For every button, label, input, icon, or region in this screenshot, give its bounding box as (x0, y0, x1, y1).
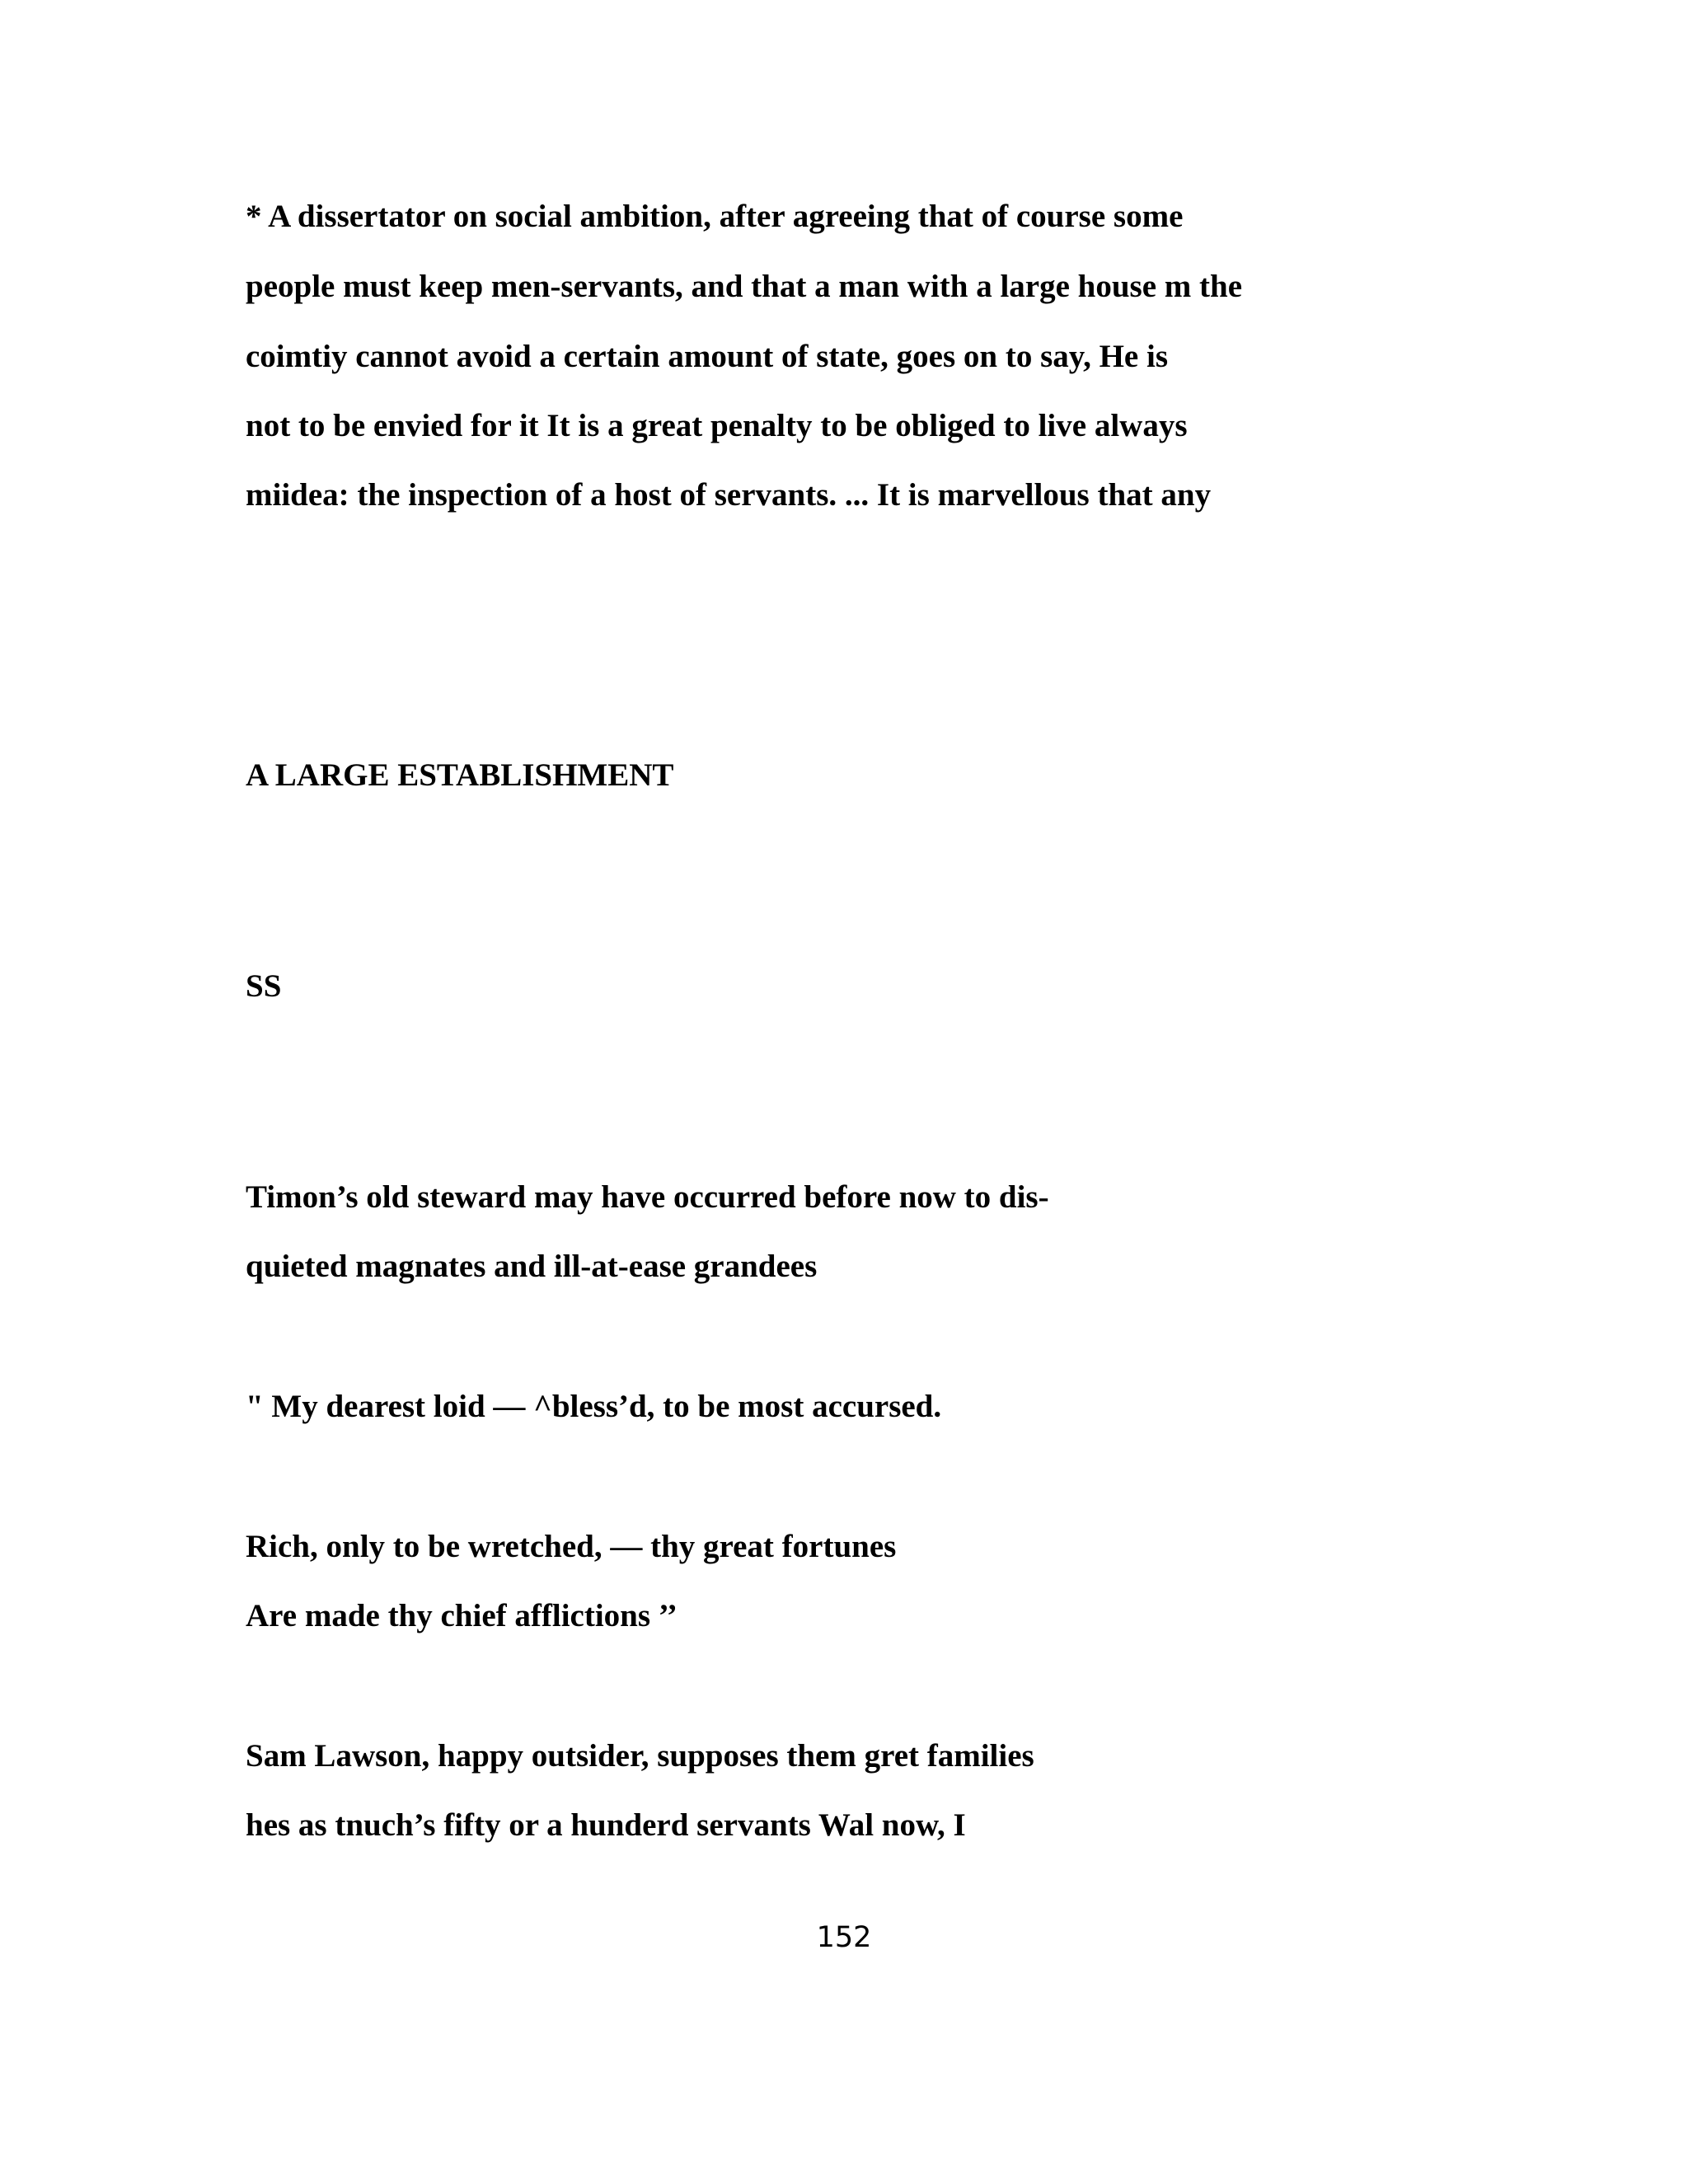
footnote-line: miidea: the inspection of a host of servants. ... It is marvellous that any (246, 477, 1212, 513)
footnote-line: coimtiy cannot avoid a certain amount of state, goes on to say, He is (246, 339, 1169, 374)
page-number: 152 (816, 1921, 872, 1954)
signature-mark: SS (246, 968, 282, 1004)
quote-line: " My dearest loid — ^bless’d, to be most accursed. (246, 1389, 942, 1424)
paragraph-line: quieted magnates and ill-at-ease grandees (246, 1249, 818, 1284)
quote-line: Rich, only to be wretched, — thy great fortunes (246, 1529, 897, 1564)
footnote-line: people must keep men-servants, and that a man with a large house m the (246, 269, 1242, 304)
running-head: A LARGE ESTABLISHMENT (246, 757, 674, 793)
quote-line: Are made thy chief afflictions ’’ (246, 1598, 678, 1633)
paragraph-line: Sam Lawson, happy outsider, supposes them gret families (246, 1738, 1034, 1774)
footnote-line: * A dissertator on social ambition, after agreeing that of course some (246, 199, 1184, 234)
footnote-line: not to be envied for it It is a great penalty to be obliged to live always (246, 408, 1188, 443)
paragraph-line: hes as tnuch’s fifty or a hunderd servants Wal now, I (246, 1807, 966, 1843)
paragraph-line: Timon’s old steward may have occurred before now to dis- (246, 1179, 1049, 1215)
